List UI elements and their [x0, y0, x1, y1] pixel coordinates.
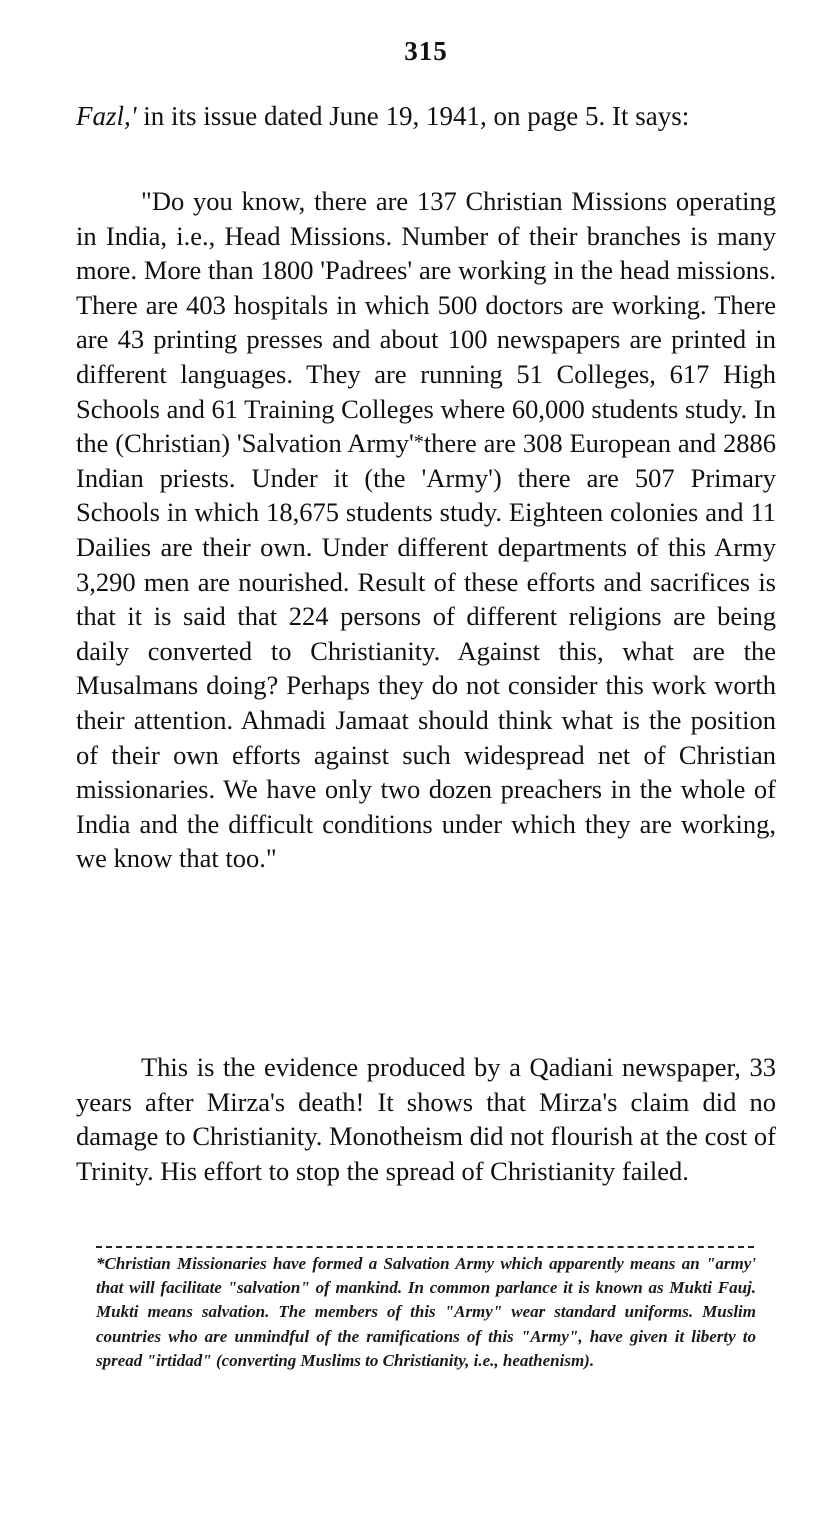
lead-text: in its issue dated June 19, 1941, on page 5. It says:: [136, 101, 690, 131]
quote-part-2: there are 308 European and 2886 Indian priests. Under it (the 'Army') there are 507 Primary Schools in which 18,675 students study. Eighteen colonies and 11 Dailies are their own. Under different departments of this Army 3,290 men are nourished. Result of these efforts and sacrifices is that it is said that 224 persons of different religions are being daily converted to Christianity. Against this, what are the Musalmans doing? Perhaps they do not consider this work worth their attention. Ahmadi Jamaat should think what is the position of their own efforts against such widespread net of Christian missionaries. We have only two dozen preachers in the whole of India and the difficult conditions under which they are working, we know that too.": [76, 428, 777, 874]
footnote: *Christian Missionaries have formed a Salvation Army which apparently means an "army' that will facilitate "salvation" of mankind. In common parlance it is known as Mukti Fauj. Mukti means salvation. The members of this "Army" wear standard uniforms. Muslim countries who are unmindful of the ramifications of this "Army", have given it liberty to spread "irtidad" (converting Muslims to Christianity, i.e., heathenism).: [96, 1254, 756, 1370]
quote-part-1: "Do you know, there are 137 Christian Missions operating in India, i.e., Head Missions. Number of their branches is many more. More than 1800 'Padrees' are working in the head missions. There are 403 hospitals in which 500 doctors are working. There are 43 printing presses and about 100 newspapers are printed in different languages. They are running 51 Colleges, 617 High Schools and 61 Training Colleges where 60,000 students study. In the (Christian) 'Salvation Army': [76, 186, 776, 459]
conclusion-paragraph: This is the evidence produced by a Qadiani newspaper, 33 years after Mirza's death! It shows that Mirza's claim did no damage to Christianity. Monotheism did not flourish at the cost of Trinity. His effort to stop the spread of Christianity failed.: [76, 1052, 776, 1186]
quoted-passage: [76, 184, 776, 876]
footnote-marker: *: [413, 431, 424, 454]
footnote-divider: [96, 1246, 754, 1248]
lead-sentence: [76, 96, 786, 136]
page-number: 315: [404, 36, 448, 66]
book-page: [76, 0, 776, 1540]
newspaper-name: Fazl,': [76, 101, 137, 131]
